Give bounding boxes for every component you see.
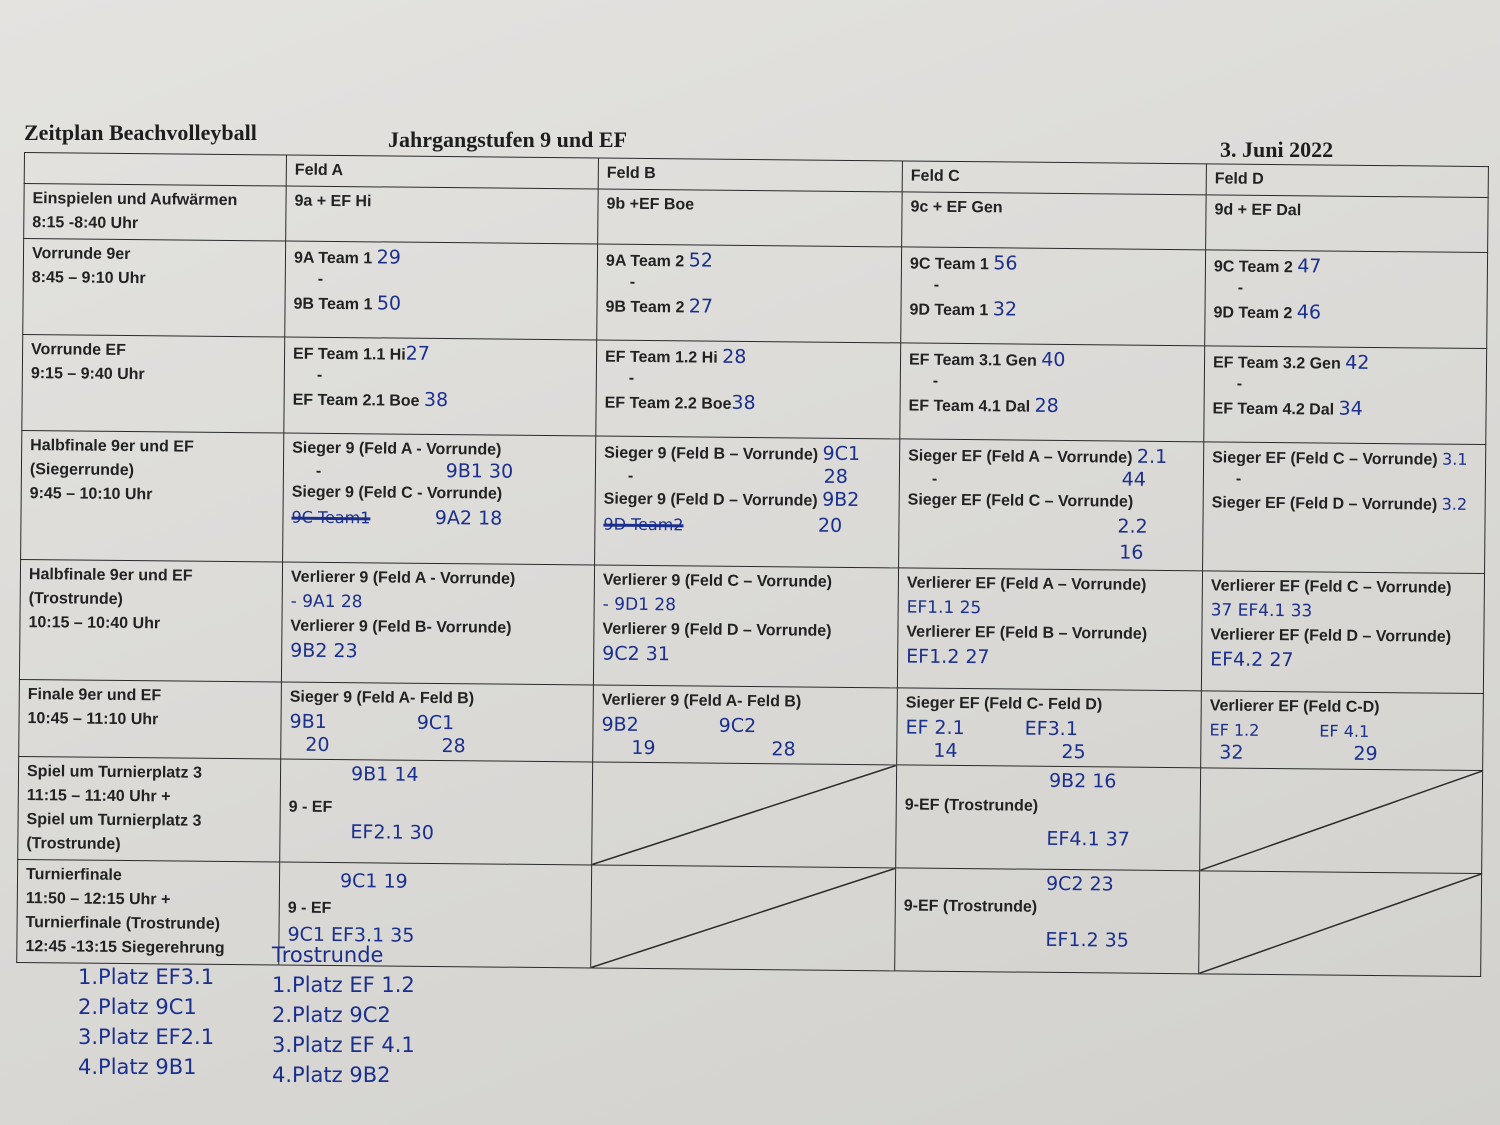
cell-feld-d bbox=[1201, 571, 1484, 694]
row-vorrunde-9er bbox=[23, 239, 1488, 349]
row-time: 8:45 – 9:10 Uhr bbox=[31, 269, 146, 288]
match-label: 9-EF (Trostrunde) bbox=[903, 897, 1038, 916]
handwritten-team: 9B2 bbox=[822, 488, 860, 512]
team-label: EF Team 3.1 Gen bbox=[908, 351, 1037, 370]
final-placings bbox=[78, 962, 214, 1082]
row-halbfinale-sieger bbox=[21, 430, 1486, 573]
handwritten-score: 9B1 30 bbox=[445, 460, 514, 483]
document-subtitle: Jahrgangstufen 9 und EF bbox=[388, 127, 628, 152]
row-turnierfinale bbox=[17, 859, 1482, 976]
team-label: EF Team 1.1 Hi bbox=[292, 345, 406, 364]
row-label bbox=[18, 756, 281, 862]
cell-feld-d: EF Team 3.2 Gen 42 - EF Team 4.2 Dal 34 bbox=[1204, 346, 1487, 445]
match-label: Sieger EF (Feld C – Vorrunde) bbox=[1212, 449, 1438, 469]
trost-placing-3: 3.Platz EF 4.1 bbox=[272, 1033, 415, 1057]
handwritten-score: 47 bbox=[1297, 255, 1322, 278]
cell-feld-d: Sieger EF (Feld C – Vorrunde) 3.1 - Sieger EF (Feld D – Vorrunde) 3.2 bbox=[1203, 442, 1486, 574]
row-title: Finale 9er und EF bbox=[27, 686, 162, 705]
handwritten-result: 9B1 14 bbox=[350, 763, 419, 786]
cell-feld-a: 9a + EF Hi bbox=[286, 186, 599, 244]
cell-feld-a bbox=[280, 759, 593, 865]
column-header-feld-b: Feld B bbox=[598, 158, 902, 192]
column-header-feld-d: Feld D bbox=[1206, 164, 1488, 198]
row-title: Halbfinale 9er und EF bbox=[28, 566, 193, 585]
cell-feld-a: Sieger 9 (Feld A - Vorrunde) - 9B1 30 Sieger 9 (Feld C - Vorrunde) 9C Team1 9A2 18 bbox=[283, 433, 596, 565]
match-label: Sieger EF (Feld C- Feld D) bbox=[905, 694, 1103, 714]
handwritten-score: 28 bbox=[722, 345, 747, 368]
trost-placing-1: 1.Platz EF 1.2 bbox=[272, 973, 415, 997]
row-subtitle: (Trostrunde) bbox=[28, 590, 124, 608]
row-label bbox=[22, 334, 285, 433]
cell-feld-d-empty bbox=[1200, 768, 1483, 874]
cell-feld-c: Sieger EF (Feld A – Vorrunde) 2.1 - 44 Sieger EF (Feld C – Vorrunde) 2.2 16 bbox=[899, 439, 1204, 571]
handwritten-score: 16 bbox=[1119, 541, 1144, 564]
handwritten-team: 9C2 bbox=[718, 714, 757, 738]
cell-feld-c bbox=[896, 765, 1201, 871]
handwritten-result: 37 EF4.1 33 bbox=[1210, 600, 1313, 622]
handwritten-result: 9B2 23 bbox=[290, 639, 358, 663]
placing-1: 1.Platz EF3.1 bbox=[78, 965, 215, 989]
diagonal-strike bbox=[592, 762, 896, 867]
row-time: 8:15 -8:40 Uhr bbox=[32, 214, 139, 233]
handwritten-result: EF4.1 37 bbox=[1046, 827, 1130, 851]
column-header-feld-a: Feld A bbox=[286, 155, 598, 189]
row-label bbox=[19, 679, 282, 759]
handwritten-team: 9B2 bbox=[601, 713, 639, 736]
match-label: 9 - EF bbox=[287, 899, 332, 917]
team-label: EF Team 4.1 Dal bbox=[908, 397, 1031, 416]
team-label: EF Team 1.2 Hi bbox=[604, 348, 718, 367]
row-label bbox=[23, 239, 286, 338]
placing-3: 3.Platz EF2.1 bbox=[78, 1025, 215, 1049]
handwritten-score: 56 bbox=[993, 252, 1018, 275]
match-label: Sieger 9 (Feld D – Vorrunde) bbox=[603, 490, 818, 510]
handwritten-team: 9B1 bbox=[289, 710, 327, 733]
cell-feld-c: 9C Team 1 56 - 9D Team 1 32 bbox=[901, 247, 1206, 346]
handwritten-team: 9C1 bbox=[416, 711, 455, 735]
handwritten-result: 9C1 19 bbox=[339, 870, 408, 893]
handwritten-score: 28 bbox=[1034, 394, 1059, 417]
cell-feld-b-empty bbox=[592, 762, 897, 868]
handwritten-team: EF 4.1 bbox=[1319, 721, 1370, 741]
cell-feld-d: 9C Team 2 47 - 9D Team 2 46 bbox=[1205, 250, 1488, 349]
cell-feld-a bbox=[281, 682, 594, 762]
row-label bbox=[24, 184, 287, 242]
row-turnierplatz-3 bbox=[18, 756, 1483, 873]
match-label: Sieger 9 (Feld A - Vorrunde) bbox=[292, 439, 502, 459]
row-finale bbox=[19, 679, 1484, 770]
match-label: Verlierer 9 (Feld A - Vorrunde) bbox=[290, 568, 516, 588]
struck-team: 9C Team1 bbox=[291, 507, 371, 528]
handwritten-score: 34 bbox=[1338, 397, 1363, 420]
team-label: 9D Team 1 bbox=[909, 301, 989, 320]
row-label bbox=[19, 559, 282, 682]
team-label: 9C Team 2 bbox=[1213, 258, 1293, 277]
handwritten-score: 27 bbox=[688, 295, 714, 318]
row-time: 11:15 – 11:40 Uhr + bbox=[26, 787, 171, 806]
row-title-2: Turnierfinale (Trostrunde) bbox=[25, 914, 221, 933]
trost-placing-2: 2.Platz 9C2 bbox=[272, 1003, 391, 1027]
handwritten-result: EF4.2 27 bbox=[1210, 648, 1294, 672]
cell-feld-c: EF Team 3.1 Gen 40 - EF Team 4.1 Dal 28 bbox=[900, 343, 1205, 442]
cell-feld-b bbox=[593, 685, 898, 765]
handwritten-score: 29 bbox=[1353, 742, 1378, 766]
cell-feld-c bbox=[897, 568, 1202, 691]
cell-feld-d-empty bbox=[1199, 871, 1482, 977]
handwritten-team: EF 2.1 bbox=[905, 716, 965, 740]
diagonal-strike bbox=[591, 865, 895, 970]
struck-team: 9D Team2 bbox=[603, 514, 684, 535]
trostrunde-placings bbox=[272, 940, 415, 1090]
row-ceremony: 12:45 -13:15 Siegerehrung bbox=[25, 938, 225, 957]
match-label: Sieger 9 (Feld A- Feld B) bbox=[289, 688, 475, 708]
handwritten-score: 20 bbox=[305, 733, 330, 756]
row-subtitle: (Siegerrunde) bbox=[29, 461, 135, 480]
handwritten-score: 25 bbox=[1061, 740, 1086, 764]
row-title-2: Spiel um Turnierplatz 3 bbox=[26, 811, 202, 830]
cell-feld-c bbox=[897, 688, 1202, 768]
row-label bbox=[21, 430, 284, 562]
team-label: EF Team 4.2 Dal bbox=[1212, 400, 1335, 419]
handwritten-score: 29 bbox=[376, 246, 402, 269]
handwritten-score: 32 bbox=[992, 298, 1018, 321]
handwritten-team: EF3.1 bbox=[1024, 717, 1078, 741]
cell-feld-b-empty bbox=[591, 865, 896, 971]
handwritten-result: EF1.2 27 bbox=[906, 645, 990, 669]
cell-feld-b: 9b +EF Boe bbox=[598, 189, 903, 247]
team-label: 9B Team 1 bbox=[293, 295, 373, 314]
cell-feld-a: 9A Team 1 29 - 9B Team 1 50 bbox=[285, 241, 598, 340]
team-label: 9B Team 2 bbox=[605, 298, 685, 317]
cell-feld-c bbox=[895, 868, 1200, 974]
team-label: EF Team 2.1 Boe bbox=[292, 391, 420, 410]
team-label: 9A Team 1 bbox=[293, 249, 373, 268]
handwritten-score: 19 bbox=[631, 736, 656, 760]
team-label: EF Team 3.2 Gen bbox=[1212, 354, 1341, 373]
handwritten-score: 38 bbox=[731, 391, 756, 415]
handwritten-score: 27 bbox=[405, 342, 431, 365]
cell-feld-b: 9A Team 2 52 - 9B Team 2 27 bbox=[597, 244, 902, 343]
handwritten-result: 9C2 31 bbox=[602, 642, 670, 666]
match-label: Sieger 9 (Feld C - Vorrunde) bbox=[291, 483, 503, 503]
match-label: Sieger 9 (Feld B – Vorrunde) bbox=[604, 444, 819, 464]
match-label: Verlierer EF (Feld C-D) bbox=[1209, 697, 1380, 717]
cell-feld-b: EF Team 1.2 Hi 28 - EF Team 2.2 Boe38 bbox=[596, 340, 901, 439]
match-label: 9 - EF bbox=[288, 798, 333, 816]
diagonal-strike bbox=[1199, 871, 1481, 976]
match-label: Verlierer 9 (Feld C – Vorrunde) bbox=[602, 571, 833, 591]
row-title: Spiel um Turnierplatz 3 bbox=[26, 763, 202, 782]
handwritten-result: 9C2 23 bbox=[1045, 872, 1114, 896]
handwritten-result: - 9D1 28 bbox=[602, 594, 677, 616]
row-time: 9:45 – 10:10 Uhr bbox=[29, 485, 153, 504]
handwritten-team: 9C1 bbox=[822, 442, 861, 466]
handwritten-score: 32 bbox=[1219, 741, 1244, 764]
handwritten-team: 3.2 bbox=[1441, 494, 1468, 514]
handwritten-result: EF1.2 35 bbox=[1045, 928, 1129, 952]
handwritten-score: 40 bbox=[1041, 348, 1066, 372]
match-label: Verlierer 9 (Feld B- Vorrunde) bbox=[290, 617, 512, 637]
cell-feld-d bbox=[1201, 691, 1484, 771]
trost-placing-4: 4.Platz 9B2 bbox=[272, 1063, 391, 1087]
cell-feld-b: Sieger 9 (Feld B – Vorrunde) 9C1 - 28 Sieger 9 (Feld D – Vorrunde) 9B2 9D Team2 20 bbox=[595, 436, 900, 568]
column-header-feld-c: Feld C bbox=[902, 161, 1206, 195]
match-label: Verlierer EF (Feld C – Vorrunde) bbox=[1210, 577, 1452, 597]
handwritten-result: 9C1 EF3.1 35 bbox=[287, 923, 415, 947]
row-title: Einspielen und Aufwärmen bbox=[32, 190, 238, 210]
cell-feld-a bbox=[281, 562, 594, 685]
handwritten-score: 28 bbox=[771, 738, 796, 761]
handwritten-score: 38 bbox=[423, 388, 449, 412]
handwritten-result: - 9A1 28 bbox=[290, 591, 363, 613]
team-label: 9C Team 1 bbox=[909, 255, 989, 274]
match-label: Sieger EF (Feld D – Vorrunde) bbox=[1211, 494, 1438, 514]
handwritten-score: 28 bbox=[823, 465, 848, 488]
row-time: 10:15 – 10:40 Uhr bbox=[28, 614, 161, 633]
row-label bbox=[17, 859, 280, 965]
row-time: 10:45 – 11:10 Uhr bbox=[27, 710, 159, 729]
handwritten-score: 9A2 18 bbox=[434, 506, 503, 530]
row-time: 11:50 – 12:15 Uhr + bbox=[25, 890, 171, 909]
row-title: Turnierfinale bbox=[25, 866, 122, 884]
match-label: Verlierer EF (Feld D – Vorrunde) bbox=[1210, 626, 1452, 646]
match-label: Verlierer 9 (Feld D – Vorrunde) bbox=[602, 620, 832, 640]
diagonal-strike bbox=[1200, 768, 1482, 873]
placing-2: 2.Platz 9C1 bbox=[78, 995, 197, 1019]
match-label: Sieger EF (Feld C – Vorrunde) bbox=[907, 491, 1134, 511]
corner-cell bbox=[24, 153, 286, 187]
handwritten-score: 44 bbox=[1121, 468, 1146, 491]
handwritten-score: 52 bbox=[688, 249, 714, 272]
handwritten-score: 50 bbox=[376, 292, 402, 315]
team-label: 9A Team 2 bbox=[605, 252, 685, 271]
placing-4: 4.Platz 9B1 bbox=[78, 1055, 197, 1079]
handwritten-result: EF2.1 30 bbox=[350, 821, 434, 844]
match-label: Verlierer EF (Feld A – Vorrunde) bbox=[906, 574, 1147, 594]
document-date: 3. Juni 2022 bbox=[1220, 137, 1334, 162]
cell-feld-a: EF Team 1.1 Hi27 - EF Team 2.1 Boe 38 bbox=[284, 337, 597, 436]
handwritten-score: 28 bbox=[441, 735, 466, 758]
cell-feld-b bbox=[593, 565, 898, 688]
handwritten-result: EF1.1 25 bbox=[906, 597, 982, 619]
handwritten-score: 14 bbox=[933, 739, 958, 762]
match-label: Verlierer EF (Feld B – Vorrunde) bbox=[906, 623, 1148, 643]
match-label: Verlierer 9 (Feld A- Feld B) bbox=[601, 691, 802, 711]
row-vorrunde-ef bbox=[22, 334, 1487, 444]
row-halbfinale-trost bbox=[19, 559, 1484, 693]
match-label: Sieger EF (Feld A – Vorrunde) bbox=[908, 447, 1133, 467]
row-subtitle: (Trostrunde) bbox=[26, 835, 121, 853]
handwritten-team: 2.1 bbox=[1136, 445, 1168, 468]
row-title: Vorrunde EF bbox=[31, 341, 127, 359]
row-time: 9:15 – 9:40 Uhr bbox=[30, 365, 145, 384]
row-title: Halbfinale 9er und EF bbox=[30, 437, 194, 456]
handwritten-team: 3.1 bbox=[1441, 449, 1468, 469]
document-title: Zeitplan Beachvolleyball bbox=[24, 120, 257, 145]
handwritten-team: 2.2 bbox=[1117, 515, 1148, 538]
schedule-table bbox=[16, 152, 1488, 977]
match-label: 9-EF (Trostrunde) bbox=[904, 796, 1039, 815]
handwritten-score: 42 bbox=[1345, 351, 1370, 374]
team-label: EF Team 2.2 Boe bbox=[604, 394, 732, 413]
cell-feld-c: 9c + EF Gen bbox=[902, 192, 1207, 250]
handwritten-score: 20 bbox=[817, 514, 843, 537]
handwritten-team: EF 1.2 bbox=[1209, 720, 1260, 740]
handwritten-result: 9B2 16 bbox=[1048, 769, 1117, 793]
trostrunde-title: Trostrunde bbox=[272, 943, 384, 967]
handwritten-score: 46 bbox=[1296, 301, 1322, 324]
row-title: Vorrunde 9er bbox=[31, 245, 131, 264]
team-label: 9D Team 2 bbox=[1213, 304, 1293, 323]
cell-feld-d: 9d + EF Dal bbox=[1206, 195, 1489, 253]
